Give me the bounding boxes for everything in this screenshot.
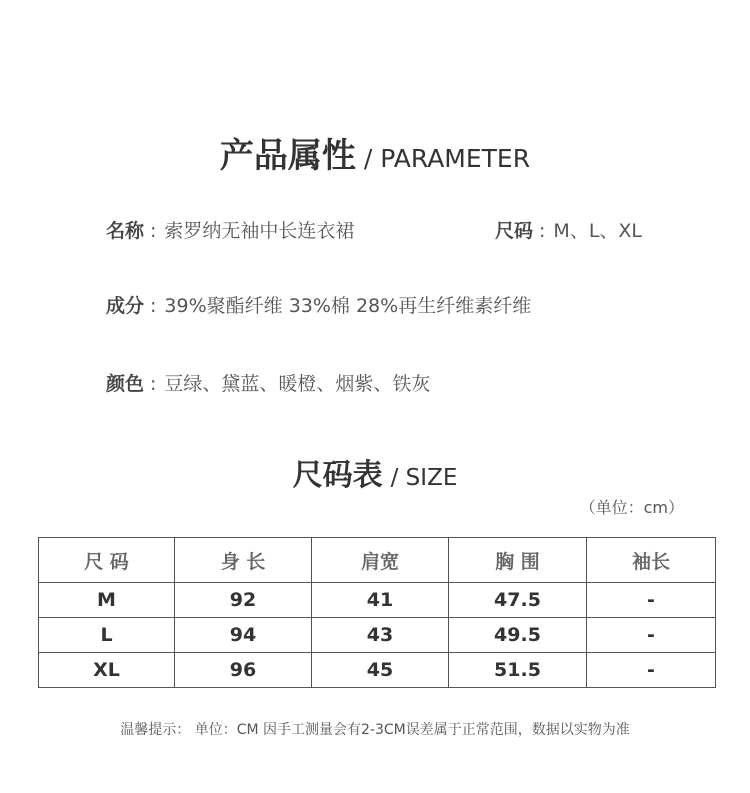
unit-note: （单位：cm） (579, 498, 684, 517)
table-cell: 96 (175, 653, 312, 688)
header-shoulder: 肩宽 (312, 538, 449, 583)
attribute-size (495, 216, 642, 243)
parameter-heading (0, 128, 750, 177)
attribute-name-label: 名称 (106, 220, 145, 242)
parameter-title-en: / PARAMETER (363, 144, 531, 173)
attribute-material-colon: : (150, 295, 157, 317)
size-title-en: / SIZE (390, 465, 458, 491)
table-cell: 51.5 (449, 653, 587, 688)
attribute-name (106, 216, 354, 243)
table-row (39, 618, 716, 653)
table-row (39, 653, 716, 688)
table-cell: - (587, 583, 716, 618)
attribute-color (106, 369, 430, 396)
header-size: 尺 码 (39, 538, 175, 583)
attribute-color-colon: : (150, 373, 157, 395)
footnote: 温馨提示： 单位：CM 因手工测量会有2-3CM误差属于正常范围，数据以实物为准 (120, 722, 630, 738)
size-table (38, 537, 716, 688)
attribute-material (106, 291, 531, 318)
table-cell: - (587, 618, 716, 653)
size-title-zh: 尺码表 (292, 458, 383, 493)
attribute-size-value: M、L、XL (553, 220, 643, 242)
size-table-header-row (39, 538, 716, 583)
table-row (39, 583, 716, 618)
table-cell: XL (39, 653, 175, 688)
header-sleeve: 袖长 (587, 538, 716, 583)
attribute-name-value: 索罗纳无袖中长连衣裙 (164, 220, 355, 242)
attribute-material-label: 成分 (106, 295, 145, 317)
attribute-name-colon: : (150, 220, 157, 242)
attribute-material-value: 39%聚酯纤维 33%棉 28%再生纤维素纤维 (164, 295, 532, 317)
size-heading (0, 450, 750, 494)
attribute-color-label: 颜色 (106, 373, 145, 395)
table-cell: 94 (175, 618, 312, 653)
table-cell: 47.5 (449, 583, 587, 618)
attribute-color-value: 豆绿、黛蓝、暖橙、烟紫、铁灰 (164, 373, 431, 395)
table-cell: 41 (312, 583, 449, 618)
attribute-size-colon: : (539, 220, 546, 242)
table-cell: M (39, 583, 175, 618)
table-cell: 49.5 (449, 618, 587, 653)
attribute-size-label: 尺码 (495, 220, 534, 242)
table-cell: L (39, 618, 175, 653)
header-length: 身 长 (175, 538, 312, 583)
table-cell: 43 (312, 618, 449, 653)
header-chest: 胸 围 (449, 538, 587, 583)
parameter-title-zh: 产品属性 (219, 136, 356, 176)
table-cell: 92 (175, 583, 312, 618)
table-cell: 45 (312, 653, 449, 688)
table-cell: - (587, 653, 716, 688)
